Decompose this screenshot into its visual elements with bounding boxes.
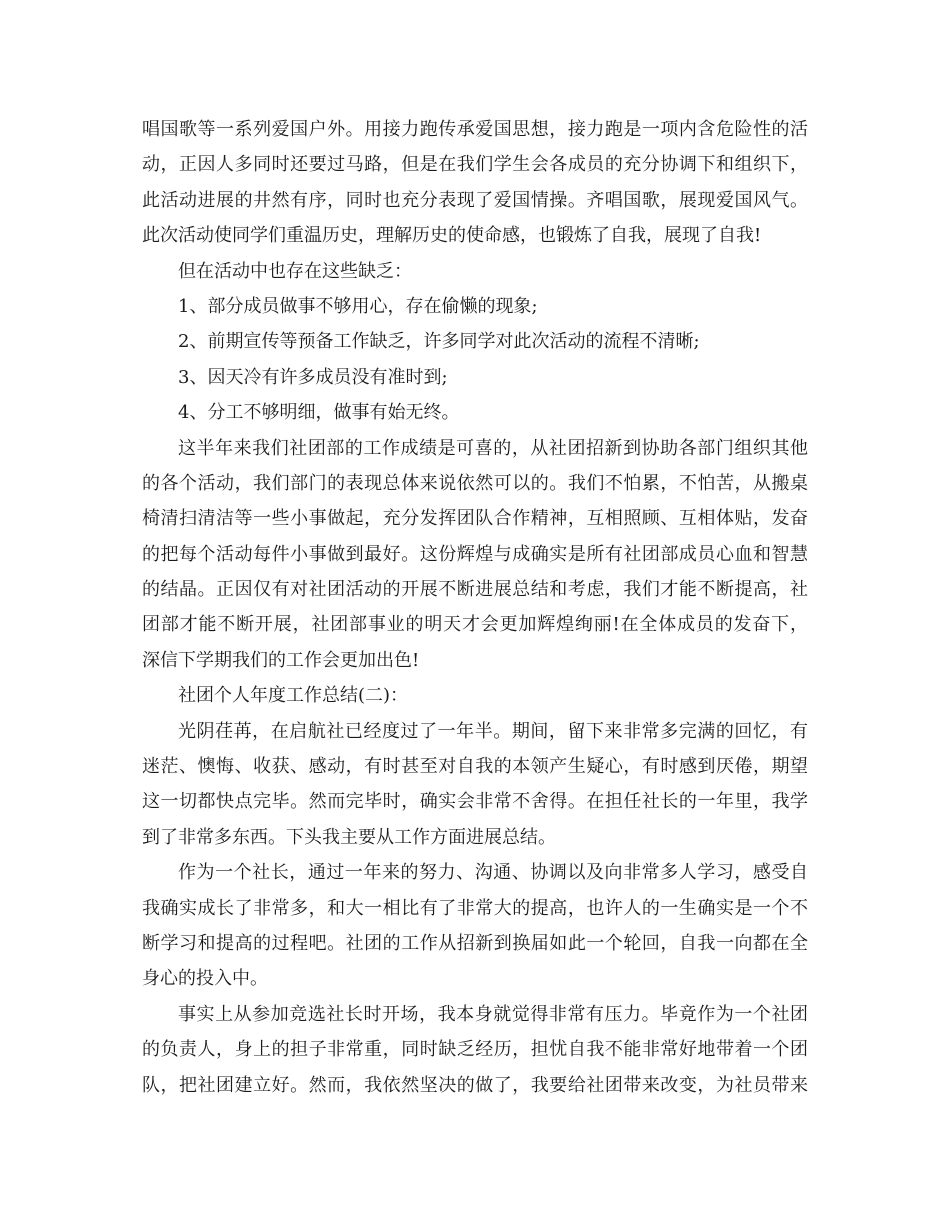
text-line: 但在活动中也存在这些缺乏： [178,260,412,282]
text-line: 这一切都快点完毕。然而完毕时，确实会非常不舍得。在担任社长的一年里，我学 [142,791,808,813]
text-line: 社团个人年度工作总结(二)： [178,685,409,707]
text-line: 动，正因人多同时还要过马路，但是在我们学生会各成员的充分协调下和组织下， [142,154,808,176]
text-line: 4、分工不够明细，做事有始无终。 [178,402,460,424]
text-line: 的结晶。正因仅有对社团活动的开展不断进展总结和考虑，我们才能不断提高，社 [142,579,808,601]
text-line: 作为一个社长，通过一年来的努力、沟通、协调以及向非常多人学习，感受自 [178,862,808,884]
text-line: 深信下学期我们的工作会更加出色! [142,649,420,671]
text-line: 团部才能不断开展，社团部事业的明天才会更加辉煌绚丽!在全体成员的发奋下， [142,614,808,636]
text-line: 椅清扫清洁等一些小事做起，充分发挥团队合作精神，互相照顾、互相体贴，发奋 [142,508,808,530]
text-line: 此活动进展的井然有序，同时也充分表现了爱国情操。齐唱国歌，展现爱国风气。 [142,189,808,211]
text-line: 3、因天冷有许多成员没有准时到; [178,366,448,388]
text-line: 此次活动使同学们重温历史，理解历史的使命感，也锻炼了自我，展现了自我! [142,225,762,247]
text-line: 我确实成长了非常多，和大一相比有了非常大的提高，也许人的一生确实是一个不 [142,897,808,919]
text-line: 队，把社团建立好。然而，我依然坚决的做了，我要给社团带来改变，为社员带来 [142,1074,808,1096]
document-page [142,112,808,1103]
text-line: 这半年来我们社团部的工作成绩是可喜的，从社团招新到协助各部门组织其他 [178,437,808,459]
text-line: 身心的投入中。 [142,968,268,990]
text-line: 唱国歌等一系列爱国户外。用接力跑传承爱国思想，接力跑是一项内含危险性的活 [142,119,808,140]
text-line: 2、前期宣传等预备工作缺乏，许多同学对此次活动的流程不清晰; [178,331,700,353]
text-line: 的把每个活动每件小事做到最好。这份辉煌与成确实是所有社团部成员心血和智慧 [142,543,808,565]
text-line: 到了非常多东西。下头我主要从工作方面进展总结。 [142,826,556,848]
text-line: 1、部分成员做事不够用心，存在偷懒的现象; [178,295,538,317]
text-line: 迷茫、懊悔、收获、感动，有时甚至对自我的本领产生疑心，有时感到厌倦，期望 [142,756,808,778]
text-line: 的各个活动，我们部门的表现总体来说依然可以的。我们不怕累，不怕苦，从搬桌 [142,472,808,494]
text-line: 断学习和提高的过程吧。社团的工作从招新到换届如此一个轮回，自我一向都在全 [142,932,808,954]
text-line: 事实上从参加竞选社长时开场，我本身就觉得非常有压力。毕竟作为一个社团 [178,1003,808,1025]
text-line: 光阴荏苒，在启航社已经度过了一年半。期间，留下来非常多完满的回忆，有 [178,720,808,742]
text-line: 的负责人，身上的担子非常重，同时缺乏经历，担忧自我不能非常好地带着一个团 [142,1039,808,1061]
